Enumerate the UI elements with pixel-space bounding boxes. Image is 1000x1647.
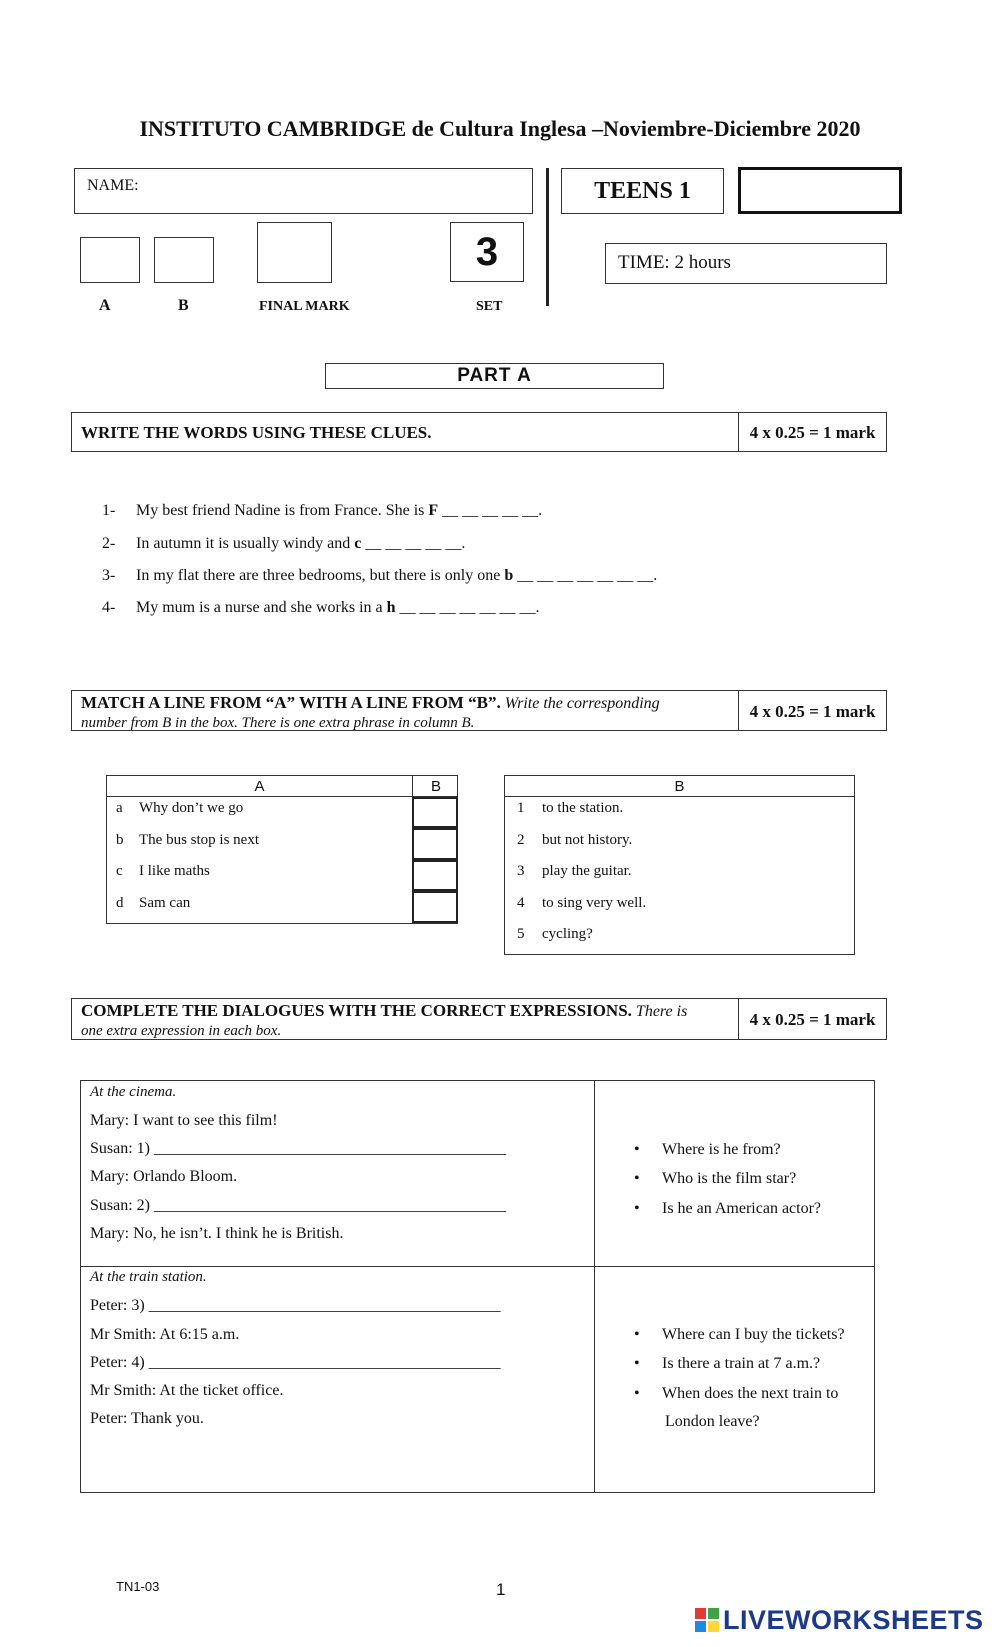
dialogue2-option-2 <box>634 1355 821 1373</box>
dialogues-col-divider <box>594 1081 595 1492</box>
label-a: A <box>99 297 111 314</box>
b-item-1 <box>517 800 623 817</box>
clue-text: In my flat there are three bedrooms, but there is only one <box>136 567 505 584</box>
answer-box-c[interactable] <box>412 860 458 891</box>
logo-grid-icon <box>695 1608 719 1632</box>
answer-box-d[interactable] <box>412 891 458 923</box>
section1-instruction: WRITE THE WORDS USING THESE CLUES. <box>81 423 432 442</box>
label-b: B <box>178 297 189 314</box>
clue-3 <box>102 567 657 585</box>
section1-mark: 4 x 0.25 = 1 mark <box>749 423 876 442</box>
dialogue2-line-2: Mr Smith: At 6:15 a.m. <box>90 1326 240 1343</box>
section2-instruction <box>81 693 731 733</box>
col-b-header-line <box>505 796 854 797</box>
bullet-icon: • <box>634 1385 640 1402</box>
a-item-c <box>116 863 210 880</box>
part-title: PART A <box>457 365 532 386</box>
clue-number: 1- <box>102 502 116 519</box>
dialogue1-setting: At the cinema. <box>90 1084 177 1100</box>
time-box <box>605 243 887 284</box>
a-item-b <box>116 832 259 849</box>
set-number: 3 <box>475 230 499 274</box>
a-item-d <box>116 895 190 912</box>
a-item-letter: b <box>116 832 124 848</box>
clue-letter: c <box>354 535 362 552</box>
section2-mark: 4 x 0.25 = 1 mark <box>749 702 876 721</box>
dialogue2-option-1 <box>634 1326 845 1344</box>
dialogue2-line-4: Mr Smith: At the ticket office. <box>90 1382 284 1399</box>
clue-text: My mum is a nurse and she works in a <box>136 599 387 616</box>
b-item-num: 5 <box>517 926 525 942</box>
option-text: Who is the film star? <box>662 1170 797 1187</box>
dialogue1-line-4[interactable]: Susan: 2) ____________________________________________ <box>90 1197 506 1214</box>
dialogue1-line-3: Mary: Orlando Bloom. <box>90 1168 238 1185</box>
clue-number: 4- <box>102 599 116 616</box>
b-item-2 <box>517 832 632 849</box>
header-divider <box>546 168 549 306</box>
answer-box-a[interactable] <box>412 797 458 828</box>
option-text: Is there a train at 7 a.m.? <box>662 1355 821 1372</box>
clue-number: 2- <box>102 535 116 552</box>
bullet-icon: • <box>634 1355 640 1372</box>
clue-2 <box>102 535 465 553</box>
liveworksheets-logo <box>695 1605 984 1635</box>
b-item-text: to sing very well. <box>542 895 647 911</box>
section1-header <box>71 412 887 452</box>
dialogue2-line-5: Peter: Thank you. <box>90 1410 204 1427</box>
clue-1 <box>102 502 542 520</box>
section2-instruction-bold: MATCH A LINE FROM “A” WITH A LINE FROM “B”. <box>81 693 501 712</box>
col-a-header: A <box>254 778 265 795</box>
label-set: SET <box>476 299 503 314</box>
dialogue1-option-1 <box>634 1141 781 1159</box>
b-item-num: 3 <box>517 863 525 879</box>
match-column-a <box>106 775 458 924</box>
clue-blanks[interactable]: __ __ __ __ __. <box>438 502 543 519</box>
col-ab-header: B <box>430 778 441 795</box>
col-b-header: B <box>674 778 685 795</box>
dialogues-row-divider <box>81 1266 874 1267</box>
b-item-text: but not history. <box>542 832 633 848</box>
page-number: 1 <box>496 1580 506 1599</box>
bullet-icon: • <box>634 1141 640 1158</box>
score-box[interactable] <box>738 167 902 214</box>
clue-blanks[interactable]: __ __ __ __ __ __ __. <box>395 599 540 616</box>
b-item-num: 2 <box>517 832 525 848</box>
section2-header <box>71 690 887 731</box>
name-label: NAME: <box>87 177 139 194</box>
a-item-letter: c <box>116 863 123 879</box>
b-item-num: 4 <box>517 895 525 911</box>
clue-4 <box>102 599 540 617</box>
b-item-text: to the station. <box>542 800 624 816</box>
a-item-text: Sam can <box>139 895 191 911</box>
section3-header <box>71 998 887 1040</box>
section2-instruction-italic-1: Write the corresponding <box>500 695 660 712</box>
dialogue1-line-5: Mary: No, he isn’t. I think he is British. <box>90 1225 344 1242</box>
clue-blanks[interactable]: __ __ __ __ __ __ __. <box>513 567 658 584</box>
b-item-3 <box>517 863 632 880</box>
a-item-text: I like maths <box>139 863 210 879</box>
section3-instruction <box>81 1001 736 1041</box>
a-item-text: Why don’t we go <box>139 800 244 816</box>
part-title-box <box>325 363 664 389</box>
clue-letter: h <box>386 599 396 616</box>
clue-blanks[interactable]: __ __ __ __ __. <box>361 535 466 552</box>
final-mark-box[interactable] <box>257 222 332 283</box>
set-box <box>450 222 524 282</box>
col-a-header-line <box>107 796 457 797</box>
level-label: TEENS 1 <box>594 178 691 204</box>
section3-instruction-italic-1: There is <box>631 1003 688 1020</box>
option-text: When does the next train to <box>662 1385 839 1402</box>
name-box[interactable] <box>74 168 533 214</box>
a-item-letter: a <box>116 800 123 816</box>
time-label: TIME: 2 hours <box>618 252 731 273</box>
section3-instruction-italic-2: one extra expression in each box. <box>81 1023 282 1039</box>
clue-letter: F <box>428 502 439 519</box>
dialogue2-option-3-cont: London leave? <box>665 1413 760 1430</box>
a-item-a <box>116 800 243 817</box>
clue-letter: b <box>504 567 514 584</box>
b-item-text: play the guitar. <box>542 863 632 879</box>
a-item-letter: d <box>116 895 124 911</box>
bullet-icon: • <box>634 1170 640 1187</box>
clue-text: My best friend Nadine is from France. She is <box>136 502 429 519</box>
dialogue2-option-3 <box>634 1385 839 1403</box>
b-item-num: 1 <box>517 800 525 816</box>
dialogue2-line-1[interactable]: Peter: 3) ____________________________________________ <box>90 1297 501 1314</box>
option-text: Where is he from? <box>662 1141 781 1158</box>
answer-box-b[interactable] <box>412 828 458 860</box>
option-text: Where can I buy the tickets? <box>662 1326 845 1343</box>
dialogue2-setting: At the train station. <box>90 1269 207 1285</box>
bullet-icon: • <box>634 1326 640 1343</box>
match-column-b <box>504 775 855 955</box>
a-item-text: The bus stop is next <box>139 832 259 848</box>
logo-text: LIVEWORKSHEETS <box>723 1604 984 1635</box>
clue-text: In autumn it is usually windy and <box>136 535 355 552</box>
dialogue1-line-2[interactable]: Susan: 1) ____________________________________________ <box>90 1140 506 1157</box>
dialogue2-line-3[interactable]: Peter: 4) ____________________________________________ <box>90 1354 501 1371</box>
section3-instruction-bold: COMPLETE THE DIALOGUES WITH THE CORRECT EXPRESSIONS. <box>81 1001 632 1020</box>
label-final-mark: FINAL MARK <box>259 299 350 314</box>
section3-mark: 4 x 0.25 = 1 mark <box>749 1010 876 1029</box>
dialogue1-option-3 <box>634 1200 822 1218</box>
clue-number: 3- <box>102 567 116 584</box>
b-item-5 <box>517 926 593 943</box>
section2-instruction-italic-2: number from B in the box. There is one extra phrase in column B. <box>81 715 475 731</box>
mark-box-a[interactable] <box>80 237 140 283</box>
document-title: INSTITUTO CAMBRIDGE de Cultura Inglesa –Noviembre-Diciembre 2020 <box>139 116 861 141</box>
mark-box-b[interactable] <box>154 237 214 283</box>
b-item-text: cycling? <box>542 926 593 942</box>
b-item-4 <box>517 895 646 912</box>
dialogue1-line-1: Mary: I want to see this film! <box>90 1112 278 1129</box>
footer-code: TN1-03 <box>116 1579 160 1594</box>
bullet-icon: • <box>634 1200 640 1217</box>
option-text: Is he an American actor? <box>662 1200 822 1217</box>
dialogue1-option-2 <box>634 1170 797 1188</box>
level-box <box>561 168 724 214</box>
